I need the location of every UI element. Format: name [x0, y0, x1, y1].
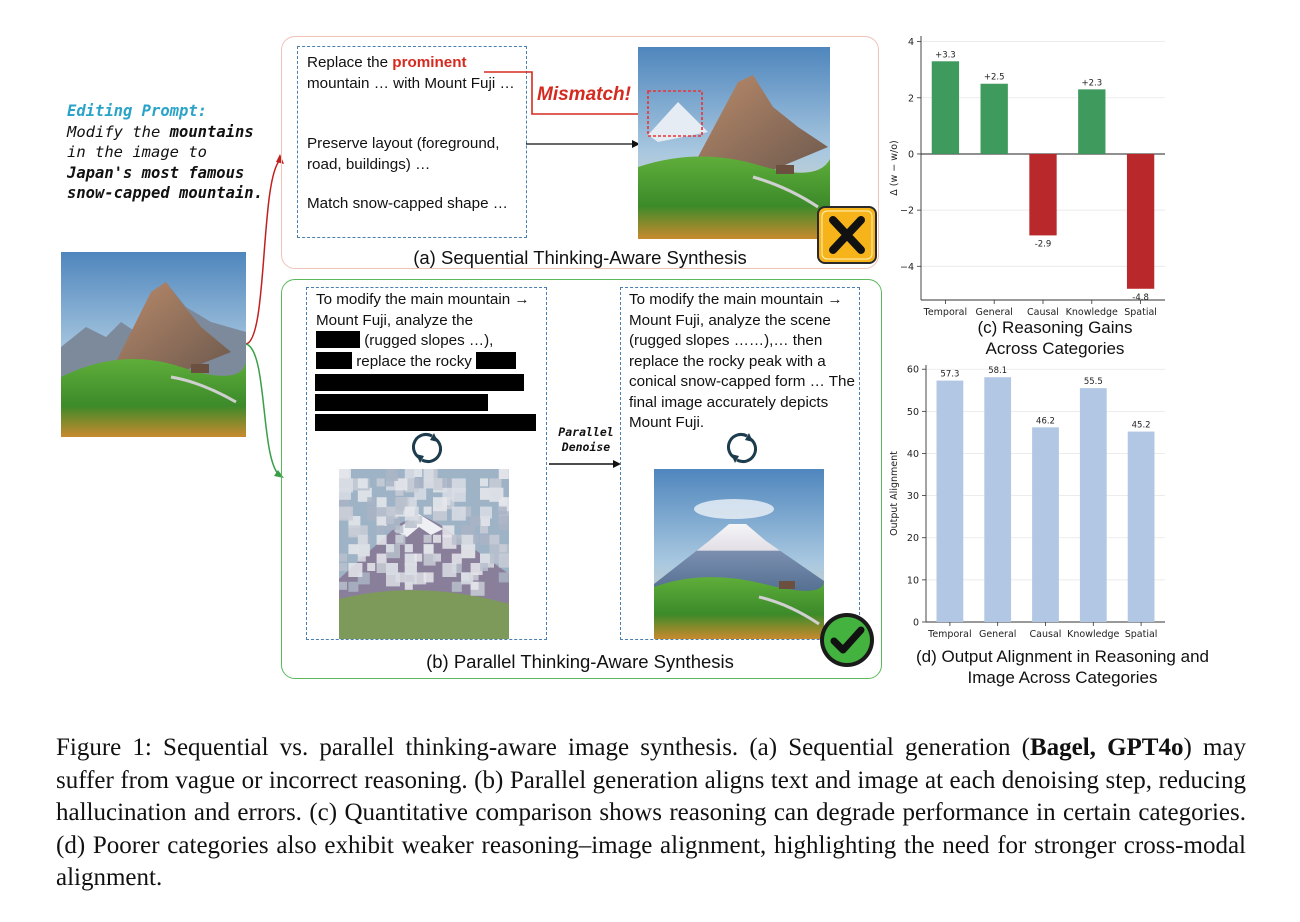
figure-caption-part2: ) may suffer from vague or incorrect reasoning. (b) Parallel generation aligns text and image at each denoising step, reducing hallucination and errors. (c) Quantitative comparison shows reasoning can degrade performance in certain categories. (d) Poorer categories also exhibit weaker reasoning–image alignment, highlighting the need for stronger cross-modal alignment.	[56, 734, 1247, 891]
noise-block	[405, 563, 417, 575]
x-tick-label: Causal	[1029, 629, 1062, 640]
panel-a-text-1c: mountain … with Mount Fuji …	[307, 74, 515, 92]
noise-block	[339, 507, 353, 521]
y-tick-label: 20	[906, 533, 919, 545]
data-label: -4.8	[1132, 292, 1149, 303]
refresh-icon	[727, 430, 757, 466]
panel-b-left-text-a: To modify the main mountain → Mount Fuji, analyze the	[316, 291, 530, 329]
x-tick-label: Spatial	[1124, 307, 1157, 318]
redaction-block	[476, 352, 516, 369]
prompt-text-1: Modify the	[67, 122, 161, 141]
refresh-icon	[412, 430, 442, 466]
bar	[1080, 388, 1107, 622]
prompt-text-3: in the image to	[67, 143, 207, 161]
x-tick-label: Temporal	[928, 629, 972, 640]
y-tick-label: 2	[907, 93, 914, 105]
figure-caption-part1: Figure 1: Sequential vs. parallel thinking-aware image synthesis. (a) Sequential generation (	[56, 734, 1030, 761]
panel-a-prominent: prominent	[392, 54, 467, 71]
bar	[937, 381, 964, 622]
noise-block	[377, 525, 385, 533]
parallel-output-image	[654, 469, 824, 639]
parallel-denoise-label	[551, 425, 621, 455]
noise-block	[386, 516, 394, 524]
chart-reasoning-gains	[885, 30, 1175, 320]
data-label: 55.5	[1083, 377, 1103, 388]
noise-block	[452, 554, 462, 564]
noise-block	[424, 535, 432, 543]
chart-output-alignment	[885, 358, 1175, 643]
noise-block	[499, 516, 509, 530]
data-label: +3.3	[935, 50, 956, 61]
bar	[1032, 427, 1059, 622]
panel-a-text-1a: Replace the	[307, 54, 389, 71]
noise-block	[367, 563, 375, 571]
noise-block	[339, 582, 347, 590]
chart-d-title-line2: Image Across Categories	[967, 668, 1158, 687]
noise-block	[489, 535, 499, 545]
noise-block	[339, 554, 347, 562]
noise-block	[471, 516, 481, 526]
data-label: -2.9	[1034, 239, 1052, 250]
noise-block	[424, 469, 434, 479]
x-tick-label: Knowledge	[1067, 629, 1120, 640]
noise-block	[414, 469, 422, 477]
noise-block	[480, 525, 488, 533]
noise-block	[461, 572, 473, 584]
x-tick-label: General	[975, 307, 1013, 318]
noise-block	[339, 563, 347, 571]
data-label: 46.2	[1036, 416, 1055, 427]
chart-d-title-line1: (d) Output Alignment in Reasoning and	[916, 647, 1209, 666]
noise-block	[377, 535, 387, 545]
y-axis-label: Δ (w − w/o)	[889, 140, 900, 196]
noise-block	[480, 563, 488, 571]
noise-block	[377, 497, 387, 507]
noise-block	[442, 563, 456, 577]
panel-b-left-text-b: (rugged slopes …),	[364, 332, 494, 349]
noisy-intermediate-image	[339, 469, 509, 639]
noise-block	[489, 544, 499, 554]
noise-block	[480, 478, 488, 486]
chart-c-title	[930, 317, 1180, 359]
x-tick-label: Causal	[1027, 307, 1059, 318]
noise-block	[339, 488, 351, 500]
y-tick-label: 60	[906, 364, 919, 376]
parallel-denoise-line2: Denoise	[561, 440, 611, 454]
noise-block	[377, 516, 387, 526]
data-label: +2.3	[1081, 78, 1103, 89]
noise-block	[424, 544, 434, 554]
y-tick-label: 0	[912, 617, 919, 629]
noise-block	[480, 554, 490, 564]
noise-block	[489, 488, 501, 500]
noise-block	[480, 507, 492, 519]
input-image	[61, 252, 246, 437]
noise-block	[358, 478, 368, 488]
mismatch-label: Mismatch!	[537, 84, 631, 105]
panel-a-text-2: Preserve layout (foreground, road, buildings) …	[307, 135, 500, 173]
y-tick-label: 4	[907, 37, 914, 49]
noise-block	[452, 535, 462, 545]
data-label: +2.5	[983, 72, 1005, 83]
bar	[1078, 89, 1105, 154]
panel-b-right-text: To modify the main mountain → Mount Fuji, analyze the scene (rugged slopes ……),… then replace the rocky peak with a conical snow-capped form … The final image accurately depicts Mount Fuji.	[629, 291, 855, 431]
redaction-block	[316, 331, 360, 348]
sequential-output-image	[638, 47, 830, 239]
noise-block	[452, 582, 462, 592]
bar	[932, 61, 959, 154]
noise-block	[377, 507, 387, 517]
noise-block	[424, 478, 434, 488]
y-tick-label: 40	[906, 448, 919, 460]
noise-block	[358, 535, 368, 545]
noise-block	[414, 554, 422, 562]
bar	[1127, 154, 1154, 289]
figure-caption	[56, 732, 1246, 895]
noise-block	[395, 525, 403, 533]
y-tick-label: 0	[907, 149, 914, 161]
redaction-bar	[315, 414, 536, 431]
x-tick-label: General	[978, 629, 1017, 640]
noise-block	[386, 469, 398, 481]
noise-block	[499, 572, 509, 582]
redaction-bar	[315, 374, 524, 391]
noise-block	[405, 544, 413, 552]
bar	[1029, 154, 1056, 235]
noise-block	[358, 544, 370, 556]
chart-d-title	[890, 646, 1235, 688]
noise-block	[367, 497, 375, 505]
prompt-text-2: mountains	[169, 122, 254, 141]
panel-a-text-3: Match snow-capped shape …	[307, 195, 508, 212]
prompt-text-4: Japan's most famous snow-capped mountain.	[67, 163, 263, 202]
editing-prompt-label: Editing Prompt:	[67, 102, 207, 120]
x-tick-label: Knowledge	[1065, 307, 1118, 318]
noise-block	[480, 535, 490, 545]
figure-caption-bold: Bagel, GPT4o	[1029, 734, 1184, 761]
noise-block	[499, 507, 507, 515]
chart-c-title-line1: (c) Reasoning Gains	[977, 318, 1133, 337]
noise-block	[424, 507, 432, 515]
noise-block	[348, 563, 362, 577]
noise-block	[424, 572, 434, 582]
noise-block	[377, 554, 387, 564]
y-tick-label: −4	[899, 261, 914, 273]
mismatch-connector	[480, 60, 650, 160]
noise-block	[452, 478, 466, 492]
panel-b-left-text-c: replace the rocky	[356, 352, 472, 370]
y-tick-label: 30	[906, 491, 919, 503]
y-tick-label: 10	[906, 575, 919, 587]
y-tick-label: −2	[899, 205, 914, 217]
parallel-arrow	[547, 458, 623, 470]
x-tick-label: Temporal	[923, 307, 968, 318]
panel-a-caption: (a) Sequential Thinking-Aware Synthesis	[413, 247, 747, 268]
noise-block	[433, 535, 441, 543]
x-tick-label: Spatial	[1124, 629, 1158, 640]
redaction-bar	[315, 394, 488, 411]
y-tick-label: 50	[906, 406, 919, 418]
editing-prompt	[67, 101, 267, 204]
parallel-denoise-line1: Parallel	[558, 425, 614, 439]
noise-block	[386, 563, 398, 575]
noise-block	[461, 544, 475, 558]
bar	[981, 84, 1008, 154]
panel-b-left-text	[316, 290, 541, 372]
noise-block	[433, 497, 447, 511]
noise-block	[377, 478, 385, 486]
bar	[1128, 432, 1155, 622]
noise-block	[452, 507, 466, 521]
noise-block	[348, 582, 358, 592]
noise-block	[348, 544, 358, 554]
noise-block	[424, 554, 436, 566]
noise-block	[358, 525, 368, 535]
noise-block	[489, 554, 499, 564]
chart-c-title-line2: Across Categories	[985, 339, 1125, 358]
noise-block	[405, 507, 415, 517]
panel-b-caption: (b) Parallel Thinking-Aware Synthesis	[426, 651, 734, 672]
noise-block	[386, 544, 394, 552]
noise-block	[499, 544, 507, 552]
data-label: 57.3	[940, 369, 960, 380]
noise-block	[405, 469, 415, 479]
noise-block	[499, 469, 509, 479]
noise-block	[442, 478, 452, 488]
noise-block	[414, 478, 424, 488]
bar	[984, 377, 1011, 622]
data-label: 58.1	[988, 366, 1008, 377]
noise-block	[348, 525, 358, 535]
data-label: 45.2	[1131, 420, 1151, 431]
noise-block	[395, 535, 403, 543]
noise-block	[499, 554, 509, 568]
redaction-block	[316, 352, 352, 369]
y-axis-label: Output Alignment	[889, 451, 900, 536]
noise-block	[377, 563, 387, 573]
